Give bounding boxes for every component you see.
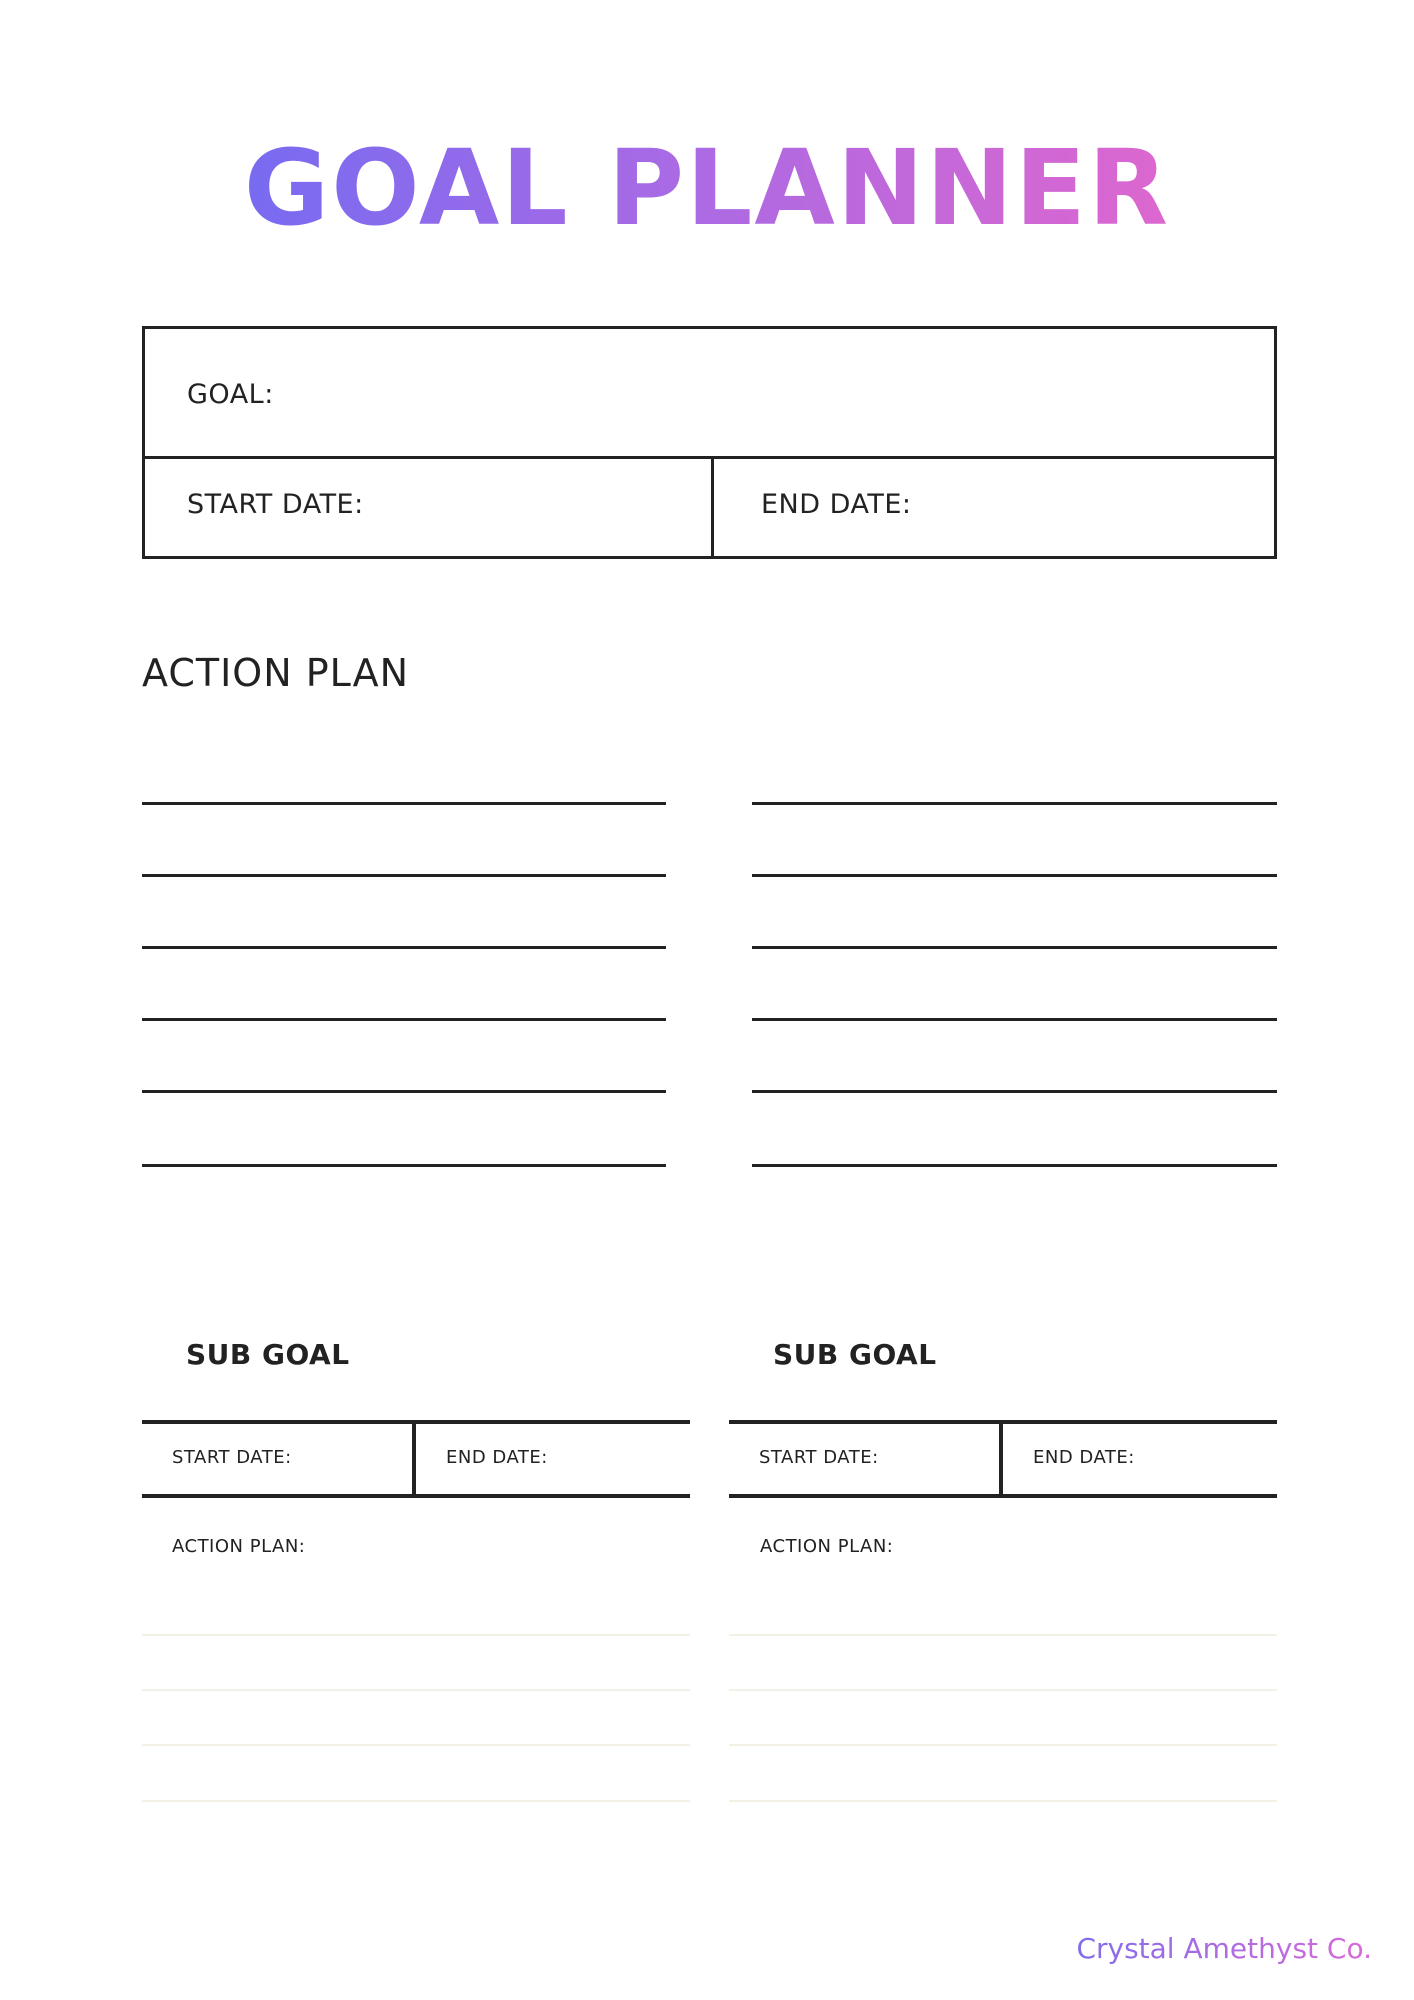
sub-goal-end-date-field[interactable] [1003, 1424, 1277, 1494]
action-plan-line[interactable] [752, 946, 1277, 949]
sub-goal-action-line[interactable] [729, 1744, 1277, 1746]
sub-goal-start-date-field[interactable] [729, 1424, 1003, 1494]
sub-goal-action-line[interactable] [729, 1800, 1277, 1802]
goal-end-date-field[interactable] [714, 459, 1274, 556]
brand-footer: Crystal Amethyst Co. [1000, 1932, 1372, 1966]
sub-goal-date-table [729, 1420, 1277, 1498]
goal-date-row [145, 459, 1274, 556]
sub-goal-action-line[interactable] [142, 1744, 690, 1746]
sub-goal-action-line[interactable] [142, 1634, 690, 1636]
sub-goal-action-line[interactable] [729, 1634, 1277, 1636]
action-plan-line[interactable] [752, 1018, 1277, 1021]
action-plan-line[interactable] [142, 1018, 666, 1021]
goal-start-date-label: START DATE: [187, 489, 364, 520]
page-title: GOAL PLANNER [0, 128, 1414, 248]
sub-goal-action-line[interactable] [142, 1800, 690, 1802]
sub-goal-end-date-field[interactable] [416, 1424, 690, 1494]
sub-goal-start-date-field[interactable] [142, 1424, 416, 1494]
sub-goal-title: SUB GOAL [773, 1338, 937, 1371]
action-plan-title: ACTION PLAN [142, 651, 410, 695]
sub-goal-title: SUB GOAL [186, 1338, 350, 1371]
sub-goal-action-line[interactable] [729, 1689, 1277, 1691]
action-plan-line[interactable] [752, 1164, 1277, 1167]
action-plan-line[interactable] [752, 874, 1277, 877]
goal-end-date-label: END DATE: [761, 489, 912, 520]
sub-goal-start-date-label: START DATE: [172, 1447, 292, 1468]
sub-goal-date-table [142, 1420, 690, 1498]
goal-start-date-field[interactable] [145, 459, 714, 556]
action-plan-line[interactable] [752, 802, 1277, 805]
action-plan-line[interactable] [142, 1164, 666, 1167]
goal-box [142, 326, 1277, 559]
sub-goal-action-plan-label: ACTION PLAN: [172, 1536, 306, 1557]
sub-goal-end-date-label: END DATE: [1033, 1447, 1135, 1468]
goal-label: GOAL: [187, 379, 274, 410]
action-plan-line[interactable] [142, 802, 666, 805]
action-plan-line[interactable] [752, 1090, 1277, 1093]
sub-goal-start-date-label: START DATE: [759, 1447, 879, 1468]
sub-goal-end-date-label: END DATE: [446, 1447, 548, 1468]
action-plan-line[interactable] [142, 874, 666, 877]
goal-field[interactable] [145, 329, 1274, 459]
sub-goal-action-line[interactable] [142, 1689, 690, 1691]
action-plan-line[interactable] [142, 1090, 666, 1093]
action-plan-line[interactable] [142, 946, 666, 949]
sub-goal-action-plan-label: ACTION PLAN: [760, 1536, 894, 1557]
